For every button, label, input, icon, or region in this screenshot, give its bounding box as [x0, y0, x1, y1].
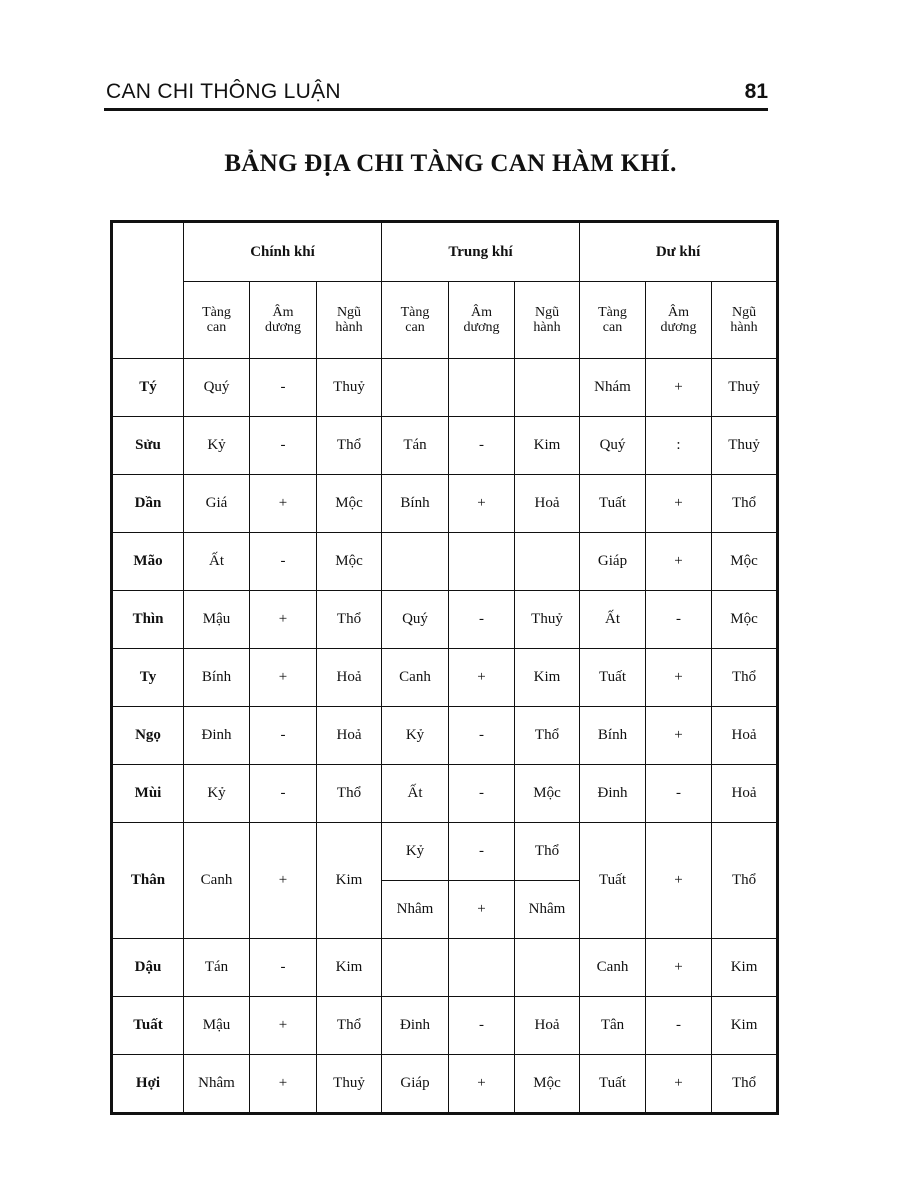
- du-ngu-hanh-cell: Kim: [712, 939, 778, 997]
- trung-ngu-hanh-cell: Thổ: [515, 707, 580, 765]
- group-header-du-khi: Dư khí: [580, 222, 778, 282]
- trung-am-duong-cell: -: [449, 591, 515, 649]
- dia-chi-label: Ty: [112, 649, 184, 707]
- du-ngu-hanh-cell: Thuỷ: [712, 417, 778, 475]
- du-ngu-hanh-cell: Thổ: [712, 1055, 778, 1114]
- subheader-line: Âm: [272, 305, 294, 320]
- chinh-tang-can-cell: Giá: [184, 475, 250, 533]
- du-tang-can-cell: Tân: [580, 997, 646, 1055]
- chinh-am-duong-cell: +: [250, 823, 317, 939]
- du-am-duong-cell: +: [646, 649, 712, 707]
- chinh-ngu-hanh-cell: Thổ: [317, 997, 382, 1055]
- du-ngu-hanh-cell: Hoả: [712, 765, 778, 823]
- running-head: [104, 80, 768, 110]
- chinh-ngu-hanh-cell: Hoả: [317, 707, 382, 765]
- subheader-line: hành: [533, 320, 561, 335]
- table-row: [112, 765, 778, 823]
- table-row: [112, 417, 778, 475]
- chinh-am-duong-cell: -: [250, 533, 317, 591]
- du-am-duong-cell: +: [646, 359, 712, 417]
- trung-tang-can-cell: Bính: [382, 475, 449, 533]
- du-ngu-hanh-cell: Kim: [712, 997, 778, 1055]
- trung-tang-can-cell: [382, 359, 449, 417]
- chinh-ngu-hanh-cell: Thuỷ: [317, 359, 382, 417]
- chinh-tang-can-cell: Canh: [184, 823, 250, 939]
- trung-am-duong-cell: [449, 533, 515, 591]
- du-tang-can-cell: Nhám: [580, 359, 646, 417]
- table-row: [112, 475, 778, 533]
- trung-ngu-hanh-cell: Thuỷ: [515, 591, 580, 649]
- subheader-line: hành: [335, 320, 363, 335]
- subheader-line: Ngũ: [731, 305, 757, 320]
- subheader-cell: [184, 282, 250, 359]
- trung-tang-can-cell: Tán: [382, 417, 449, 475]
- du-am-duong-cell: +: [646, 939, 712, 997]
- header-rule: [104, 108, 768, 111]
- trung-ngu-hanh-cell: [515, 939, 580, 997]
- du-ngu-hanh-cell: Hoả: [712, 707, 778, 765]
- subheader-line: Âm: [668, 305, 690, 320]
- du-am-duong-cell: -: [646, 765, 712, 823]
- page-title: BẢNG ĐỊA CHI TÀNG CAN HÀM KHÍ.: [224, 150, 677, 177]
- subheader-cell: [646, 282, 712, 359]
- dia-chi-label: Mão: [112, 533, 184, 591]
- table-row: [112, 939, 778, 997]
- du-tang-can-cell: Bính: [580, 707, 646, 765]
- du-ngu-hanh-cell: Mộc: [712, 591, 778, 649]
- du-am-duong-cell: +: [646, 1055, 712, 1114]
- trung-am-duong-cell: +: [449, 881, 515, 939]
- chinh-ngu-hanh-cell: Kim: [317, 939, 382, 997]
- subheader-line: dương: [265, 320, 301, 335]
- chinh-am-duong-cell: -: [250, 765, 317, 823]
- trung-ngu-hanh-cell: Mộc: [515, 1055, 580, 1114]
- trung-am-duong-cell: [449, 359, 515, 417]
- trung-am-duong-cell: +: [449, 475, 515, 533]
- group-header-trung-khi: Trung khí: [382, 222, 580, 282]
- subheader-row: [112, 282, 778, 359]
- trung-ngu-hanh-cell: Hoả: [515, 997, 580, 1055]
- subheader-cell: [712, 282, 778, 359]
- subheader-line: dương: [463, 320, 500, 335]
- du-am-duong-cell: -: [646, 997, 712, 1055]
- trung-ngu-hanh-cell: Thổ: [515, 823, 580, 881]
- trung-ngu-hanh-cell: [515, 359, 580, 417]
- table-row: [112, 359, 778, 417]
- chinh-tang-can-cell: Mậu: [184, 591, 250, 649]
- chinh-ngu-hanh-cell: Mộc: [317, 475, 382, 533]
- trung-ngu-hanh-cell: Kim: [515, 417, 580, 475]
- trung-tang-can-cell: Quý: [382, 591, 449, 649]
- du-am-duong-cell: +: [646, 707, 712, 765]
- tang-can-table: [110, 220, 779, 1115]
- trung-tang-can-cell: Đinh: [382, 997, 449, 1055]
- table-row: [112, 997, 778, 1055]
- subheader-cell: [317, 282, 382, 359]
- subheader-cell: [580, 282, 646, 359]
- trung-am-duong-cell: +: [449, 1055, 515, 1114]
- chinh-ngu-hanh-cell: Mộc: [317, 533, 382, 591]
- trung-am-duong-cell: -: [449, 765, 515, 823]
- table-row: [112, 1055, 778, 1114]
- trung-tang-can-cell: [382, 939, 449, 997]
- trung-tang-can-cell: [382, 533, 449, 591]
- chinh-ngu-hanh-cell: Thuỷ: [317, 1055, 382, 1114]
- dia-chi-label: Ngọ: [112, 707, 184, 765]
- du-tang-can-cell: Giáp: [580, 533, 646, 591]
- chinh-am-duong-cell: +: [250, 649, 317, 707]
- du-tang-can-cell: Canh: [580, 939, 646, 997]
- trung-am-duong-cell: [449, 939, 515, 997]
- chinh-am-duong-cell: +: [250, 1055, 317, 1114]
- trung-am-duong-cell: -: [449, 707, 515, 765]
- du-ngu-hanh-cell: Thổ: [712, 475, 778, 533]
- du-am-duong-cell: +: [646, 823, 712, 939]
- trung-tang-can-cell: Kỷ: [382, 823, 449, 881]
- trung-tang-can-cell: Giáp: [382, 1055, 449, 1114]
- chinh-tang-can-cell: Kỷ: [184, 765, 250, 823]
- chinh-tang-can-cell: Kỷ: [184, 417, 250, 475]
- dia-chi-label: Sửu: [112, 417, 184, 475]
- dia-chi-label: Tý: [112, 359, 184, 417]
- trung-ngu-hanh-cell: Nhâm: [515, 881, 580, 939]
- table-row: [112, 707, 778, 765]
- running-title: CAN CHI THÔNG LUẬN: [106, 80, 341, 103]
- dia-chi-label: Thìn: [112, 591, 184, 649]
- chinh-am-duong-cell: -: [250, 939, 317, 997]
- trung-am-duong-cell: +: [449, 649, 515, 707]
- chinh-am-duong-cell: -: [250, 707, 317, 765]
- dia-chi-label: Dần: [112, 475, 184, 533]
- chinh-ngu-hanh-cell: Kim: [317, 823, 382, 939]
- subheader-cell: [250, 282, 317, 359]
- chinh-am-duong-cell: +: [250, 475, 317, 533]
- chinh-ngu-hanh-cell: Thổ: [317, 591, 382, 649]
- table-row: [112, 823, 778, 881]
- dia-chi-label: Dậu: [112, 939, 184, 997]
- chinh-tang-can-cell: Nhâm: [184, 1055, 250, 1114]
- corner-cell: [112, 222, 184, 359]
- dia-chi-label: Thân: [112, 823, 184, 939]
- subheader-line: Tàng: [202, 305, 231, 320]
- du-tang-can-cell: Tuất: [580, 475, 646, 533]
- du-ngu-hanh-cell: Thổ: [712, 649, 778, 707]
- trung-tang-can-cell: Ất: [382, 765, 449, 823]
- du-ngu-hanh-cell: Thổ: [712, 823, 778, 939]
- chinh-ngu-hanh-cell: Hoả: [317, 649, 382, 707]
- subheader-line: can: [602, 320, 623, 335]
- trung-ngu-hanh-cell: Kim: [515, 649, 580, 707]
- du-tang-can-cell: Tuất: [580, 1055, 646, 1114]
- du-tang-can-cell: Đinh: [580, 765, 646, 823]
- du-ngu-hanh-cell: Mộc: [712, 533, 778, 591]
- chinh-am-duong-cell: +: [250, 591, 317, 649]
- group-header-chinh-khi: Chính khí: [184, 222, 382, 282]
- subheader-line: Tàng: [400, 305, 430, 320]
- subheader-cell: [382, 282, 449, 359]
- du-tang-can-cell: Tuất: [580, 649, 646, 707]
- subheader-line: dương: [660, 320, 697, 335]
- dia-chi-label: Mùi: [112, 765, 184, 823]
- chinh-am-duong-cell: -: [250, 359, 317, 417]
- chinh-am-duong-cell: +: [250, 997, 317, 1055]
- subheader-cell: [515, 282, 580, 359]
- subheader-line: Âm: [471, 305, 493, 320]
- subheader-line: can: [405, 320, 425, 335]
- chinh-tang-can-cell: Mậu: [184, 997, 250, 1055]
- du-tang-can-cell: Quý: [580, 417, 646, 475]
- trung-am-duong-cell: -: [449, 997, 515, 1055]
- chinh-ngu-hanh-cell: Thổ: [317, 417, 382, 475]
- chinh-tang-can-cell: Tán: [184, 939, 250, 997]
- subheader-line: hành: [730, 320, 758, 335]
- du-ngu-hanh-cell: Thuỷ: [712, 359, 778, 417]
- du-am-duong-cell: +: [646, 475, 712, 533]
- chinh-tang-can-cell: Đinh: [184, 707, 250, 765]
- du-am-duong-cell: +: [646, 533, 712, 591]
- subheader-line: Ngũ: [534, 305, 560, 320]
- chinh-tang-can-cell: Quý: [184, 359, 250, 417]
- subheader-cell: [449, 282, 515, 359]
- trung-tang-can-cell: Nhâm: [382, 881, 449, 939]
- trung-ngu-hanh-cell: Hoả: [515, 475, 580, 533]
- trung-am-duong-cell: -: [449, 417, 515, 475]
- page-number: 81: [744, 80, 768, 103]
- table-row: [112, 533, 778, 591]
- dia-chi-label: Tuất: [112, 997, 184, 1055]
- chinh-tang-can-cell: Bính: [184, 649, 250, 707]
- subheader-line: Tàng: [598, 305, 627, 320]
- trung-ngu-hanh-cell: Mộc: [515, 765, 580, 823]
- du-am-duong-cell: :: [646, 417, 712, 475]
- chinh-am-duong-cell: -: [250, 417, 317, 475]
- table-row: [112, 649, 778, 707]
- chinh-ngu-hanh-cell: Thổ: [317, 765, 382, 823]
- chinh-tang-can-cell: Ất: [184, 533, 250, 591]
- table-row: [112, 591, 778, 649]
- trung-ngu-hanh-cell: [515, 533, 580, 591]
- du-am-duong-cell: -: [646, 591, 712, 649]
- group-header-row: [112, 222, 778, 282]
- du-tang-can-cell: Ất: [580, 591, 646, 649]
- du-tang-can-cell: Tuất: [580, 823, 646, 939]
- dia-chi-label: Hợi: [112, 1055, 184, 1114]
- subheader-line: can: [206, 320, 227, 335]
- trung-am-duong-cell: -: [449, 823, 515, 881]
- trung-tang-can-cell: Canh: [382, 649, 449, 707]
- subheader-line: Ngũ: [336, 305, 362, 320]
- trung-tang-can-cell: Kỷ: [382, 707, 449, 765]
